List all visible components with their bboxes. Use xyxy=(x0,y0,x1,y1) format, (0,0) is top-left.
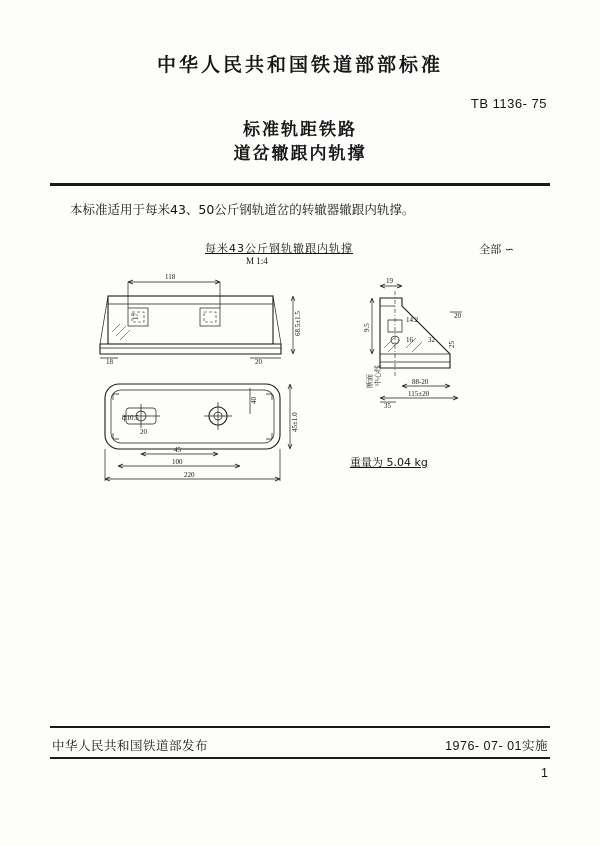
document-title xyxy=(0,118,600,166)
title-line-1: 标准轨距铁路 xyxy=(243,120,357,140)
figure-weight-note: 重量为 5.04 kg xyxy=(350,456,428,469)
page-number: 1 xyxy=(541,766,548,780)
dim-17: 17 xyxy=(132,313,140,320)
dim-95: 9.5 xyxy=(363,323,371,332)
scope-paragraph: 本标准适用于每米43、50公斤钢轨道岔的转辙器辙跟内轨撑。 xyxy=(70,202,415,217)
footer-divider-top xyxy=(50,726,550,728)
standard-organization: 中华人民共和国铁道部部标准 xyxy=(156,54,443,76)
figure-scale: M 1:4 xyxy=(246,256,268,266)
dim-45-1: 45±1.0 xyxy=(291,412,299,432)
dim-14-2: 14.2 xyxy=(406,316,419,324)
dim-hole-d: ф10.5 xyxy=(122,414,139,422)
header-divider xyxy=(50,183,550,186)
label-centerline: 中心线 xyxy=(374,365,382,386)
drawing-canvas xyxy=(50,236,550,496)
footer-effective-date: 1976- 07- 01实施 xyxy=(445,739,548,753)
footer-divider-bottom xyxy=(50,757,550,759)
dim-68-5: 68.5±1.5 xyxy=(294,311,302,336)
dim-20b: 20 xyxy=(140,428,147,436)
standard-code: TB 1136- 75 xyxy=(470,96,547,111)
technical-drawing xyxy=(50,236,550,496)
label-section: 断面 xyxy=(366,374,374,388)
dim-40: 40 xyxy=(250,397,258,404)
footer-publisher: 中华人民共和国铁道部发布 xyxy=(52,738,209,753)
title-line-2: 道岔辙跟内轨撑 xyxy=(233,144,367,164)
dim-25: 25 xyxy=(448,341,456,348)
dim-32: 32 xyxy=(428,336,435,344)
dim-20c: 20 xyxy=(454,312,461,320)
dim-20: 20 xyxy=(255,358,262,366)
dim-118: 118 xyxy=(165,273,176,281)
figure-caption: 每米43公斤钢轨辙跟内轨撑 xyxy=(205,242,353,255)
figure-surface-note: 全部 ∽ xyxy=(479,243,514,256)
dim-18: 18 xyxy=(106,358,113,366)
dim-100: 100 xyxy=(172,458,183,466)
dim-16: 16 xyxy=(406,336,413,344)
dim-19: 19 xyxy=(386,277,393,285)
dim-220: 220 xyxy=(184,471,195,479)
dim-88-20: 88-20 xyxy=(412,378,429,386)
dim-45: 45 xyxy=(174,446,181,454)
dim-115-20: 115±20 xyxy=(408,390,430,398)
dim-35: 35 xyxy=(384,402,391,410)
